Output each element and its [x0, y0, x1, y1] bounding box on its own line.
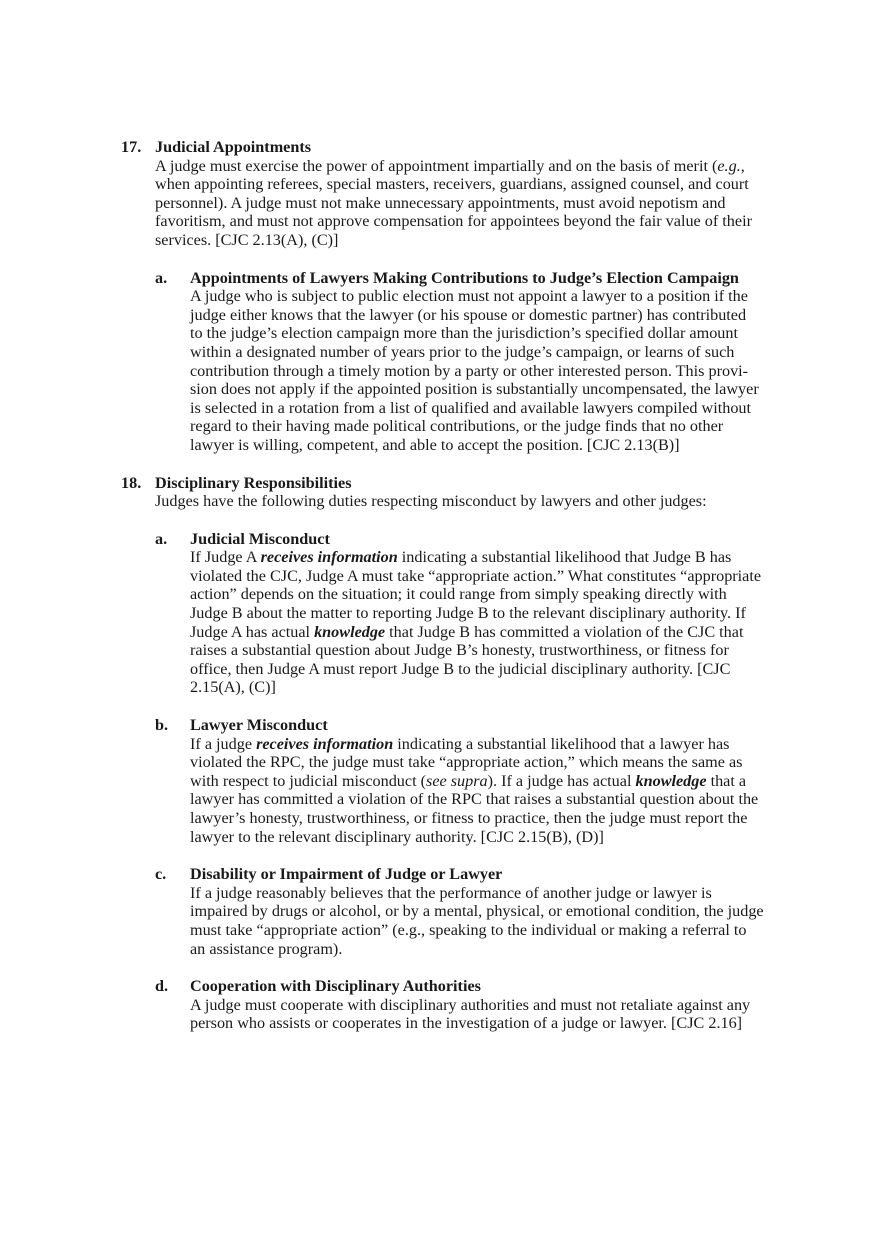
subsection-heading: [155, 716, 801, 735]
text-run: ,: [740, 156, 745, 175]
section-number: 18.: [121, 473, 142, 492]
text-line: [190, 660, 801, 679]
text-line: [190, 436, 801, 455]
text-run: lawyer to the relevant disciplinary authority. [CJC 2.15(B), (D)]: [190, 827, 604, 846]
document-page: [121, 138, 801, 1033]
text-run: 2.15(A), (C)]: [190, 678, 276, 697]
text-run: action” depends on the situation; it could range from simply speaking directly with: [190, 585, 727, 604]
text-run: lawyer is willing, competent, and able to accept the position. [CJC 2.13(B)]: [190, 435, 680, 454]
text-line: [190, 1014, 801, 1033]
section-number: 17.: [121, 138, 142, 156]
subsection-letter: b.: [155, 716, 169, 735]
text-run: A judge who is subject to public election must not appoint a lawyer to a position if the: [190, 287, 748, 306]
section: [121, 138, 801, 250]
text-line: [155, 175, 801, 194]
text-run: If Judge A: [190, 548, 261, 567]
subsection-heading: [155, 865, 801, 884]
emphasized-term: receives information: [260, 548, 398, 567]
paragraph: [190, 884, 801, 958]
text-line: [190, 287, 801, 306]
text-run: raises a substantial question about Judge B’s honesty, trustworthiness, or fitness for: [190, 641, 729, 660]
text-run: indicating a substantial likelihood that Judge B has: [397, 548, 732, 567]
paragraph: [190, 996, 801, 1033]
subsection-title: Lawyer Misconduct: [190, 716, 328, 735]
text-run: indicating a substantial likelihood that a lawyer has: [393, 734, 730, 753]
text-run: to the judge’s election campaign more than the jurisdiction’s specified dollar amount: [190, 324, 738, 343]
subsection-letter: a.: [155, 268, 168, 287]
section: [121, 474, 801, 511]
text-line: [190, 790, 801, 809]
text-line: [190, 399, 801, 418]
text-run: an assistance program).: [190, 939, 343, 958]
section-heading: [121, 474, 801, 493]
text-line: [190, 567, 801, 586]
subsection-title: Appointments of Lawyers Making Contributions to Judge’s Election Campaign: [190, 268, 739, 287]
paragraph: [190, 735, 801, 847]
text-line: [190, 324, 801, 343]
text-line: [190, 921, 801, 940]
text-line: [190, 678, 801, 697]
subsection: [155, 716, 801, 846]
text-line: [190, 306, 801, 325]
emphasized-term: knowledge: [635, 771, 707, 790]
subsection-heading: [155, 977, 801, 996]
text-line: [155, 492, 801, 511]
text-line: [155, 157, 801, 176]
text-run: that Judge B has committed a violation of the CJC that: [385, 622, 744, 641]
subsection-title: Disability or Impairment of Judge or Lawyer: [190, 865, 503, 884]
text-run: with respect to judicial misconduct (: [190, 771, 427, 790]
text-run: must take “appropriate action” (e.g., speaking to the individual or making a referral to: [190, 920, 747, 939]
subsection-letter: c.: [155, 865, 167, 884]
text-line: [155, 212, 801, 231]
text-line: [190, 809, 801, 828]
text-run: A judge must exercise the power of appointment impartially and on the basis of merit (: [155, 156, 718, 175]
text-line: [190, 343, 801, 362]
section-title: Disciplinary Responsibilities: [155, 473, 352, 492]
text-run: that a: [706, 771, 747, 790]
text-line: [190, 380, 801, 399]
text-run: ). If a judge has actual: [487, 771, 636, 790]
text-line: [190, 735, 801, 754]
text-run: violated the RPC, the judge must take “appropriate action,” which means the same as: [190, 753, 743, 772]
text-line: [155, 194, 801, 213]
text-run: If a judge: [190, 734, 257, 753]
subsection-heading: [155, 269, 801, 288]
text-run: contribution through a timely motion by a party or other interested person. This provi-: [190, 361, 749, 380]
text-run: Judge A has actual: [190, 622, 315, 641]
text-run: impaired by drugs or alcohol, or by a mental, physical, or emotional condition, the judge: [190, 902, 764, 921]
subsection-heading: [155, 530, 801, 549]
subsection: [155, 977, 801, 1033]
text-line: [190, 772, 801, 791]
text-run: If a judge reasonably believes that the performance of another judge or lawyer is: [190, 883, 712, 902]
text-run: lawyer’s honesty, trustworthiness, or fitness to practice, then the judge must report the: [190, 809, 748, 827]
text-run: is selected in a rotation from a list of qualified and available lawyers compiled without: [190, 398, 751, 417]
paragraph: [190, 287, 801, 454]
subsection-letter: a.: [155, 529, 168, 548]
text-line: [190, 902, 801, 921]
text-run: judge either knows that the lawyer (or his spouse or domestic partner) has contributed: [190, 305, 747, 324]
paragraph: [155, 492, 801, 511]
text-line: [190, 417, 801, 436]
italic-text: see supra: [426, 771, 488, 790]
text-line: [190, 548, 801, 567]
subsection-letter: d.: [155, 977, 169, 996]
paragraph: [190, 548, 801, 697]
text-line: [190, 884, 801, 903]
subsection: [155, 865, 801, 958]
text-line: [190, 362, 801, 381]
text-run: office, then Judge A must report Judge B to the judicial disciplinary authority. [CJC: [190, 659, 731, 678]
text-run: Judge B about the matter to reporting Judge B to the relevant disciplinary authority. If: [190, 604, 746, 623]
subsection-title: Judicial Misconduct: [190, 529, 330, 548]
emphasized-term: receives information: [256, 734, 394, 753]
subsection: [155, 269, 801, 455]
text-run: services. [CJC 2.13(A), (C)]: [155, 230, 339, 249]
text-run: lawyer has committed a violation of the RPC that raises a substantial question about the: [190, 790, 759, 809]
text-line: [190, 585, 801, 604]
text-line: [190, 828, 801, 847]
text-run: when appointing referees, special masters, receivers, guardians, assigned counsel, and court: [155, 175, 749, 194]
text-line: [190, 940, 801, 959]
text-line: [190, 641, 801, 660]
text-run: violated the CJC, Judge A must take “appropriate action.” What constitutes “appropriate: [190, 566, 762, 585]
text-line: [190, 996, 801, 1015]
text-run: regard to their having made political contributions, or the judge finds that no other: [190, 417, 724, 436]
emphasized-term: knowledge: [314, 622, 386, 641]
paragraph: [155, 157, 801, 250]
text-run: person who assists or cooperates in the investigation of a judge or lawyer. [CJC 2.16]: [190, 1014, 743, 1033]
text-line: [190, 753, 801, 772]
text-run: favoritism, and must not approve compensation for appointees beyond the fair value of their: [155, 212, 752, 231]
italic-text: e.g.: [717, 156, 741, 175]
text-line: [190, 604, 801, 623]
text-run: A judge must cooperate with disciplinary authorities and must not retaliate against any: [190, 995, 751, 1014]
text-line: [190, 623, 801, 642]
subsection: [155, 530, 801, 697]
text-run: within a designated number of years prior to the judge’s campaign, or learns of such: [190, 342, 735, 361]
text-run: Judges have the following duties respecting misconduct by lawyers and other judges:: [155, 492, 707, 511]
section-title: Judicial Appointments: [155, 138, 312, 156]
subsection-title: Cooperation with Disciplinary Authorities: [190, 977, 481, 996]
section-heading: [121, 138, 801, 157]
text-line: [155, 231, 801, 250]
text-run: personnel). A judge must not make unnecessary appointments, must avoid nepotism and: [155, 193, 726, 212]
text-run: sion does not apply if the appointed position is substantially uncompensated, the lawyer: [190, 380, 759, 399]
